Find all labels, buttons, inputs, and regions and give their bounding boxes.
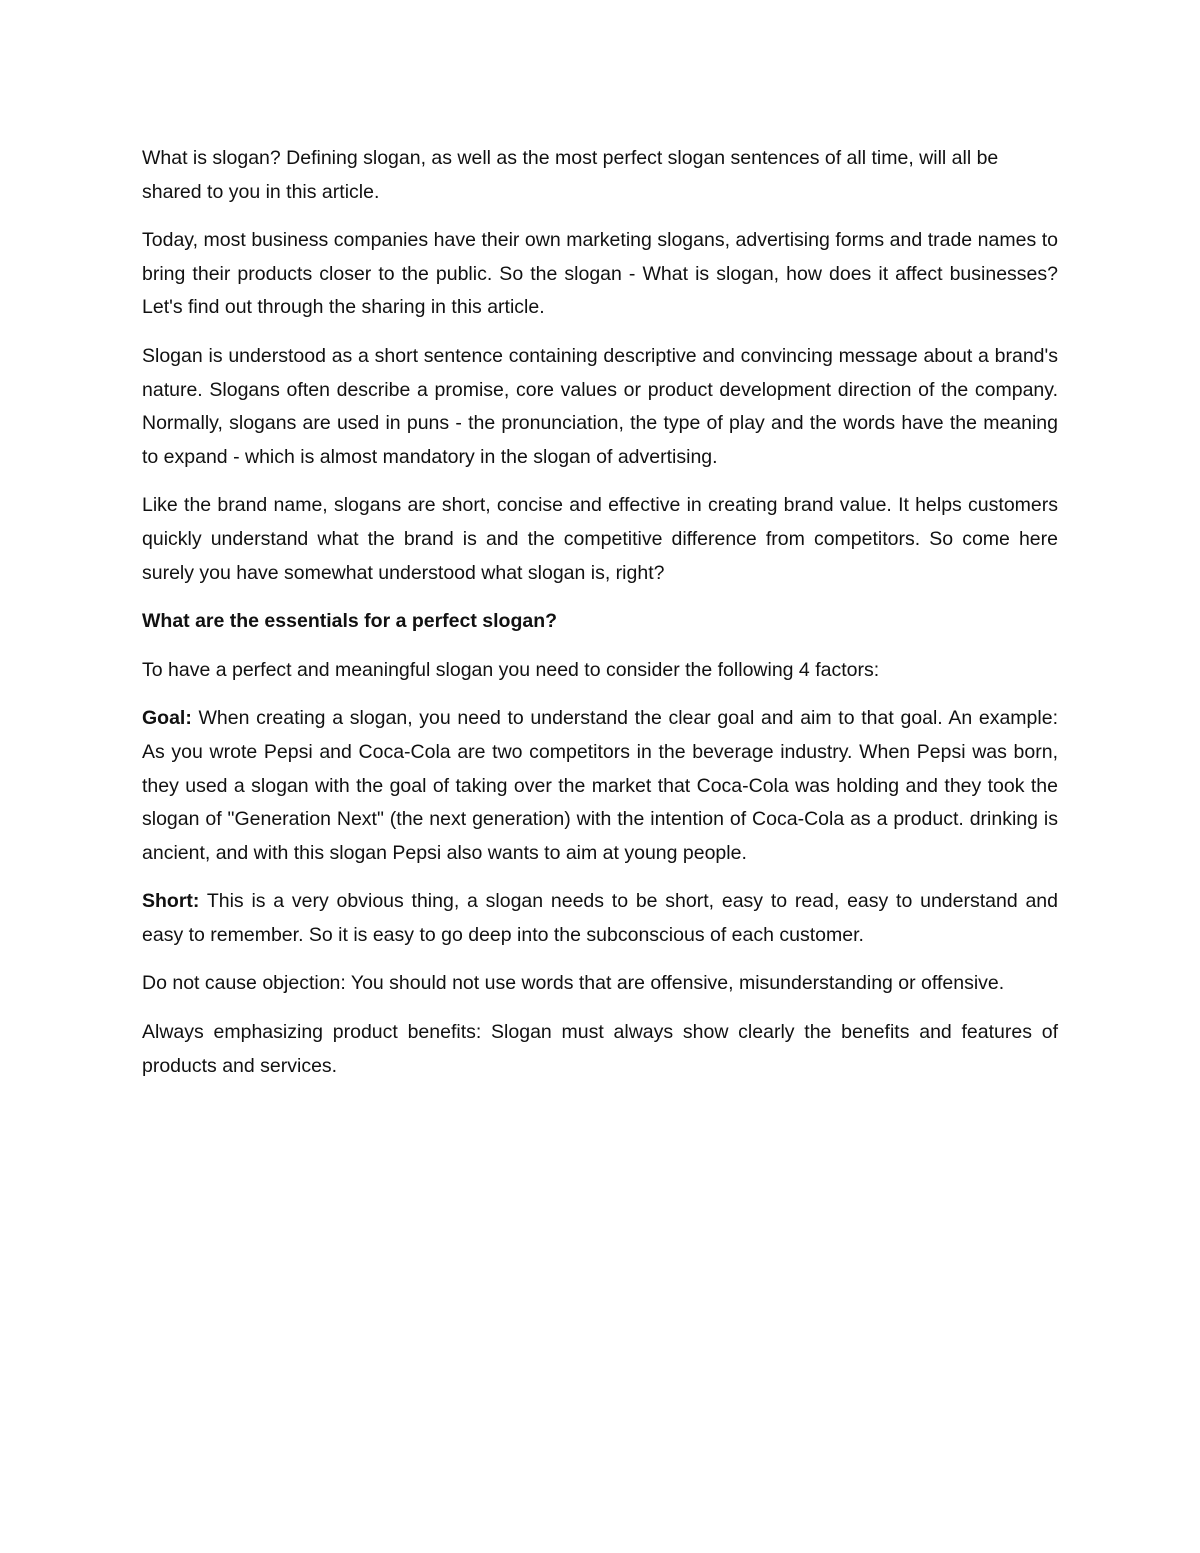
paragraph-goal: [142, 702, 1058, 870]
short-text: This is a very obvious thing, a slogan needs to be short, easy to read, easy to understand and easy to remember. So it is easy to go deep into the subconscious of each customer.: [142, 890, 1058, 946]
paragraph-short: [142, 885, 1058, 952]
goal-label: Goal:: [142, 707, 192, 730]
paragraph-brand-name: Like the brand name, slogans are short, concise and effective in creating brand value. It helps customers quickly understand what the brand is and the competitive difference from competitors. So come here surely you have somewhat understood what slogan is, right?: [142, 494, 1058, 584]
short-label: Short:: [142, 890, 200, 913]
paragraph-intro: What is slogan? Defining slogan, as well as the most perfect slogan sentences of all time, will all be shared to you in this article.: [142, 147, 999, 203]
paragraph-objection: Do not cause objection: You should not use words that are offensive, misunderstanding or offensive.: [142, 972, 1005, 995]
paragraph-benefits: Always emphasizing product benefits: Slogan must always show clearly the benefits and features of products and services.: [142, 1021, 1058, 1077]
paragraph-today: Today, most business companies have their own marketing slogans, advertising forms and trade names to bring their products closer to the public. So the slogan - What is slogan, how does it affect businesses? Let's find out through the sharing in this article.: [142, 229, 1058, 319]
paragraph-factors-intro: To have a perfect and meaningful slogan you need to consider the following 4 factors:: [142, 658, 880, 681]
section-heading-essentials: What are the essentials for a perfect slogan?: [142, 610, 558, 633]
paragraph-slogan-definition: Slogan is understood as a short sentence containing descriptive and convincing message about a brand's nature. Slogans often describe a promise, core values or product development direction of the company. Normally, slogans are used in puns - the pronunciation, the type of play and the words have the meaning to expand - which is almost mandatory in the slogan of advertising.: [142, 344, 1058, 468]
goal-text: When creating a slogan, you need to understand the clear goal and aim to that goal. An example: As you wrote Pepsi and Coca-Cola are two competitors in the beverage industry. When Pepsi was born, they used a slogan with the goal of taking over the market that Coca-Cola was holding and they took the slogan of "Generation Next" (the next generation) with the intention of Coca-Cola as a product. drinking is ancient, and with this slogan Pepsi also wants to aim at young people.: [142, 707, 1058, 864]
document-body: [142, 142, 1058, 1098]
